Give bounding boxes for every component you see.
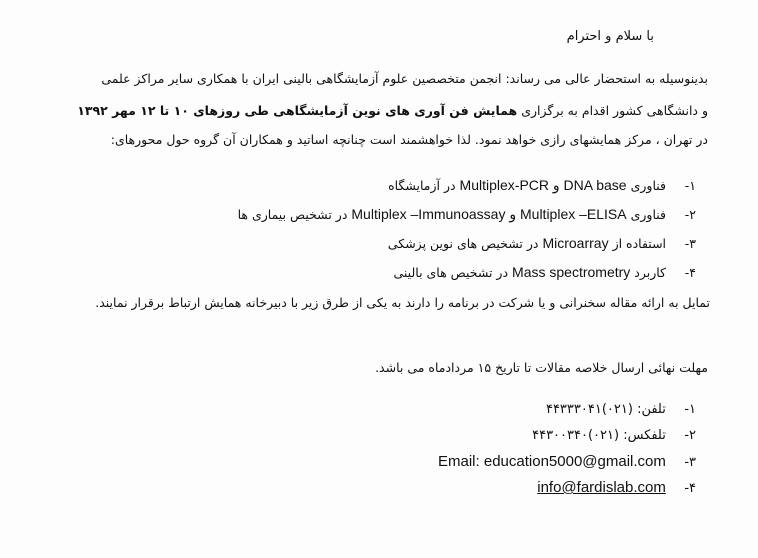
topic-term: Multiplex-PCR و DNA base (459, 177, 627, 193)
phone-label: تلفن: (637, 402, 666, 417)
intro-line-1: بدینوسیله به استحضار عالی می رساند: انجمن متخصصین علوم آزمایشگاهی بالینی ایران با همکاری سایر مراکز علمی (101, 71, 708, 86)
contact-number: ۳- (684, 455, 696, 470)
contact-number: ۲- (684, 428, 696, 443)
request-paragraph: تمایل به ارائه مقاله سخنرانی و یا شرکت در برنامه را دارند به یکی از طرق زیر با دبیرخانه همایش ارتباط برقرار نمایند. (95, 295, 710, 310)
topic-item (237, 205, 696, 234)
topic-term: Microarray (542, 235, 609, 251)
email-value[interactable]: education5000@gmail.com (483, 453, 666, 470)
topic-prefix: استفاده از (612, 236, 667, 251)
contact-phone (336, 400, 696, 426)
topic-suffix: در تشخیص های نوین پزشکی (387, 236, 539, 251)
topic-number: ۱- (684, 178, 696, 193)
telefax-value: (۰۲۱)۴۴۳۰۰۳۴۰ (532, 428, 620, 443)
deadline-notice: مهلت نهائی ارسال خلاصه مقالات تا تاریخ ۱۵ مردادماه می باشد. (375, 360, 708, 375)
topic-number: ۴- (684, 265, 696, 280)
intro-line-2-prefix: و دانشگاهی کشور اقدام به برگزاری (521, 103, 708, 118)
topic-term: Multiplex –Immunoassay و Multiplex –ELISA (351, 206, 627, 222)
topic-term: Mass spectrometry (512, 264, 631, 280)
intro-line-3: در تهران ، مرکز همایشهای رازی خواهد نمود. لذا خواهشمند است چنانچه اساتید و همکاران آن گروه حول محورهای: (110, 132, 708, 147)
email-label: Email: (438, 453, 480, 470)
contacts-list (336, 400, 696, 504)
contact-telefax (336, 426, 696, 452)
topic-suffix: در تشخیص های بالینی (393, 265, 509, 280)
contact-info-email (336, 478, 696, 504)
email-text (438, 453, 666, 470)
intro-line-2 (77, 102, 708, 120)
telefax-label: تلفکس: (623, 428, 666, 443)
topic-suffix: در تشخیص بیماری ها (237, 207, 348, 222)
greeting: با سلام و احترام (566, 29, 654, 44)
contact-email (336, 452, 696, 478)
topic-suffix: در آزمایشگاه (388, 178, 456, 193)
topic-number: ۲- (684, 207, 696, 222)
contact-number: ۱- (684, 402, 696, 417)
conference-title: همایش فن آوری های نوین آزمایشگاهی طی روزهای ۱۰ تا ۱۲ مهر ۱۳۹۲ (77, 103, 518, 118)
topics-list (237, 176, 696, 292)
topic-prefix: فناوری (630, 207, 667, 222)
topic-prefix: فناوری (630, 178, 667, 193)
topic-item (276, 176, 696, 205)
topic-number: ۳- (684, 236, 696, 251)
info-email-link[interactable]: info@fardislab.com (537, 479, 666, 496)
topic-prefix: کاربرد (634, 265, 667, 280)
topic-item (276, 234, 696, 263)
contact-number: ۴- (684, 481, 696, 496)
phone-value: (۰۲۱)۴۴۳۳۳۰۴۱ (545, 402, 633, 417)
